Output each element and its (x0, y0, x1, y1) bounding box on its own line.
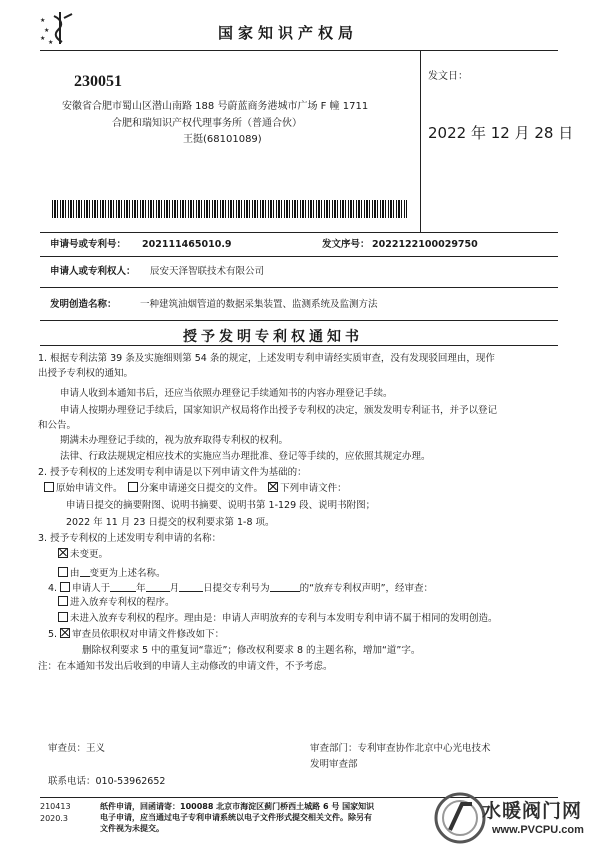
paper-label: 纸件申请，回函请寄： (100, 802, 180, 811)
dispatch-date: 2022 年 12 月 28 日 (428, 124, 574, 142)
e-text: 应当通过电子专利申请系统以电子文件形式提交相关文件。除另有 (140, 813, 372, 822)
p3-opt1 (58, 548, 108, 561)
p2-detail2: 2022 年 11 月 23 日提交的权利要求第 1-8 项。 (66, 517, 275, 528)
app-no: 202111465010.9 (142, 239, 232, 250)
p3-opt2 (58, 565, 166, 580)
p4-a: 申请人于 (72, 583, 111, 594)
paper-text: 100088 北京市海淀区蓟门桥西土城路 6 号 国家知识 (180, 802, 375, 811)
p3-opt1-checkbox[interactable] (58, 548, 68, 558)
phone (48, 775, 165, 788)
svg-text:★: ★ (40, 35, 46, 42)
form-code: 210413 (40, 802, 71, 811)
phone-number: 010-53962652 (95, 776, 166, 787)
watermark (432, 790, 600, 847)
notice-p1-b1: 申请人按期办理登记手续后，国家知识产权局将作出授予专利权的决定，颁发发明专利证书，并予以登记 (60, 405, 498, 416)
p4-opt2 (58, 612, 498, 625)
p2-opt2-label: 分案申请递交日提交的文件。 (139, 483, 264, 494)
watermark-url: www.PVCPU.com (492, 824, 584, 836)
phone-label: 联系电话： (48, 776, 96, 787)
p3-opt2-prefix: 由 (70, 568, 80, 579)
e-instruction (100, 813, 372, 823)
p2-opt3-checkbox[interactable] (268, 482, 278, 492)
cnipa-emblem-icon (38, 10, 82, 46)
form-date: 2020.3 (40, 814, 68, 823)
dept-line1: 专利审查协作北京中心光电技术 (357, 743, 491, 754)
office-name: 国家知识产权局 (218, 24, 359, 42)
p4-opt2-checkbox[interactable] (58, 612, 68, 622)
p4-opt2-label: 未进入放弃专利权的程序。理由是：申请人声明放弃的专利与本发明专利申请不属于相同的发明创造。 (70, 613, 498, 624)
p2-opt2-checkbox[interactable] (128, 482, 138, 492)
notice-heading: 授予发明专利权通知书 (183, 329, 363, 345)
p4-num: 4. (48, 583, 58, 594)
p2-opt1-checkbox[interactable] (44, 482, 54, 492)
invention-title: 一种建筑油烟管道的数据采集装置、监测系统及监测方法 (140, 299, 378, 310)
applicant: 辰安天泽智联技术有限公司 (150, 266, 265, 277)
p4-opt1 (58, 596, 175, 609)
dept-label: 审查部门： (310, 743, 358, 754)
notice-p1-b2: 和公告。 (38, 420, 77, 431)
p4-opt1-checkbox[interactable] (58, 596, 68, 606)
p3-opt2-suffix: 变更为上述名称。 (89, 568, 166, 579)
notice-p3: 3. 授予专利权的上述发明专利申请的名称： (38, 533, 222, 544)
p4-d: 日提交专利号为 (203, 583, 270, 594)
p3-blank[interactable] (80, 565, 90, 577)
examiner-label: 审查员： (48, 743, 87, 754)
p5-detail: 删除权利要求 5 中的重复词“靠近”；修改权利要求 8 的主题名称，增加“道”字。 (82, 645, 421, 656)
notice-p1-line1: 1. 根据专利法第 39 条及实施细则第 54 条的规定，上述发明专利申请经实质审查，没有发现驳回理由，现作 (38, 353, 495, 364)
examiner (48, 742, 105, 755)
notice-p1-c: 期满未办理登记手续的，视为放弃取得专利权的权利。 (60, 435, 289, 446)
p5-line (48, 628, 224, 641)
p2-options (44, 482, 347, 495)
svg-text:★: ★ (44, 27, 50, 34)
notice-p1-d: 法律、行政法规规定相应技术的实施应当办理批准、登记等手续的，应依照其规定办理。 (60, 451, 431, 462)
p4-day-blank[interactable] (179, 580, 203, 592)
p4-checkbox[interactable] (60, 582, 70, 592)
doc-no: 2022122100029750 (372, 239, 478, 250)
svg-text:★: ★ (48, 39, 54, 46)
doc-no-label: 发文序号： (322, 239, 370, 250)
notice-note: 注：在本通知书发出后收到的申请人主动修改的申请文件，不予考虑。 (38, 661, 333, 672)
postcode: 230051 (74, 73, 122, 90)
applicant-label: 申请人或专利权人： (50, 266, 136, 277)
exam-dept (310, 742, 491, 755)
recipient-address: 安徽省合肥市蜀山区潜山南路 188 号蔚蓝商务港城市广场 F 幢 1711 (62, 101, 369, 112)
p3-opt1-label: 未变更。 (70, 549, 109, 560)
notice-p2: 2. 授予专利权的上述发明专利申请是以下列申请文件为基础的： (38, 467, 307, 478)
p4-c: 月 (169, 583, 180, 594)
dept-line2: 发明审查部 (310, 759, 358, 770)
dispatch-date-label: 发文日： (428, 71, 468, 82)
cnipa-logo (38, 10, 82, 46)
p5-num: 5. (48, 629, 58, 640)
p4-month-blank[interactable] (146, 580, 170, 592)
recipient-agent: 王挺(68101089) (183, 134, 262, 145)
watermark-text: 水暖阀门网 (482, 800, 583, 822)
app-no-label: 申请号或专利号： (50, 239, 127, 250)
p4-opt1-label: 进入放弃专利权的程序。 (70, 597, 175, 608)
p4-patent-blank[interactable] (270, 580, 300, 592)
notice-p1-line2: 出授予专利权的通知。 (38, 368, 134, 379)
p4-year-blank[interactable] (110, 580, 136, 592)
p2-opt3-label: 下列申请文件： (280, 483, 347, 494)
paper-instruction (100, 802, 374, 812)
p5-checkbox[interactable] (60, 628, 70, 638)
p4-e: 的“放弃专利权声明”，经审查： (299, 583, 434, 594)
p3-opt2-checkbox[interactable] (58, 567, 68, 577)
recipient-agency: 合肥和瑞知识产权代理事务所（普通合伙） (112, 118, 302, 129)
barcode (52, 200, 407, 218)
svg-text:★: ★ (40, 17, 46, 24)
title-label: 发明创造名称： (50, 299, 117, 310)
examiner-name: 王义 (86, 743, 106, 754)
p2-opt1-label: 原始申请文件。 (56, 483, 123, 494)
p5-label: 审查员依职权对申请文件修改如下： (72, 629, 225, 640)
e-label: 电子申请， (100, 813, 140, 822)
p4-line (48, 580, 433, 595)
p4-b: 年 (136, 583, 146, 594)
notice-p1-a: 申请人收到本通知书后，还应当依照办理登记手续通知书的内容办理登记手续。 (60, 388, 393, 399)
e-text2: 文件视为未提交。 (100, 824, 164, 833)
p2-detail1: 申请日提交的摘要附图、说明书摘要、说明书第 1-129 段、说明书附图； (66, 500, 376, 511)
